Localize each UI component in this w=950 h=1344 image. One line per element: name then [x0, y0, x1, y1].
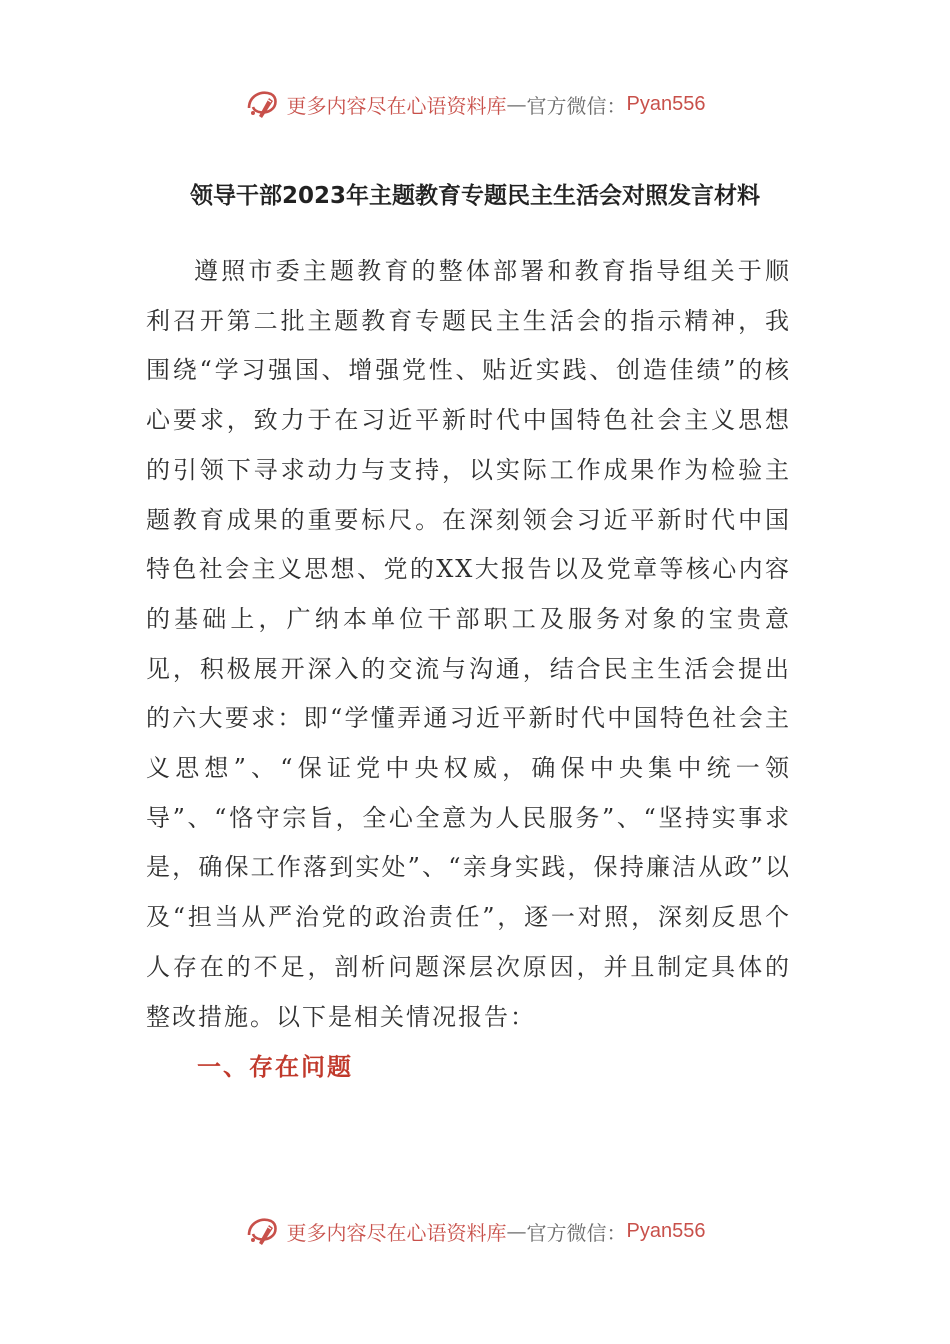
footer-watermark — [0, 1209, 950, 1253]
section-heading-problems: 一、存在问题 — [197, 1052, 353, 1081]
watermark-brand: 更多内容尽在心语资料库 — [286, 93, 507, 118]
pen-nib-swirl-icon — [245, 86, 281, 122]
watermark-wechat-label: 官方微信： — [526, 93, 627, 118]
watermark-wechat-id: Pyan556 — [626, 92, 706, 115]
watermark-dash: — — [506, 92, 527, 116]
document-title: 领导干部2023年主题教育专题民主生活会对照发言材料 — [189, 183, 760, 209]
watermark-wechat-label: 官方微信： — [526, 1220, 627, 1245]
intro-paragraph: 遵照市委主题教育的整体部署和教育指导组关于顺利召开第二批主题教育专题民主生活会的指示精神，我围绕“学习强国、增强党性、贴近实践、创造佳绩”的核心要求，致力于在习近平新时代中国特色社会主义思想的引领下寻求动力与支持，以实际工作成果作为检验主题教育成果的重要标尺。在深刻领会习近平新时代中国特色社会主义思想、党的XX大报告以及党章等核心内容的基础上，广纳本单位干部职工及服务对象的宝贵意见，积极展开深入的交流与沟通，结合民主生活会提出的六大要求：即“学懂弄通习近平新时代中国特色社会主义思想”、“保证党中央权威，确保中央集中统一领导”、“恪守宗旨，全心全意为人民服务”、“坚持实事求是，确保工作落到实处”、“亲身实践，保持廉洁从政”以及“担当从严治党的政治责任”，逐一对照，深刻反思个人存在的不足，剖析问题深层次原因，并且制定具体的整改措施。以下是相关情况报告： — [146, 257, 791, 1031]
watermark-dash: — — [506, 1219, 527, 1243]
watermark-brand: 更多内容尽在心语资料库 — [286, 1220, 507, 1245]
watermark-wechat-id: Pyan556 — [626, 1219, 706, 1242]
header-watermark — [0, 82, 950, 126]
pen-nib-swirl-icon — [245, 1213, 281, 1249]
